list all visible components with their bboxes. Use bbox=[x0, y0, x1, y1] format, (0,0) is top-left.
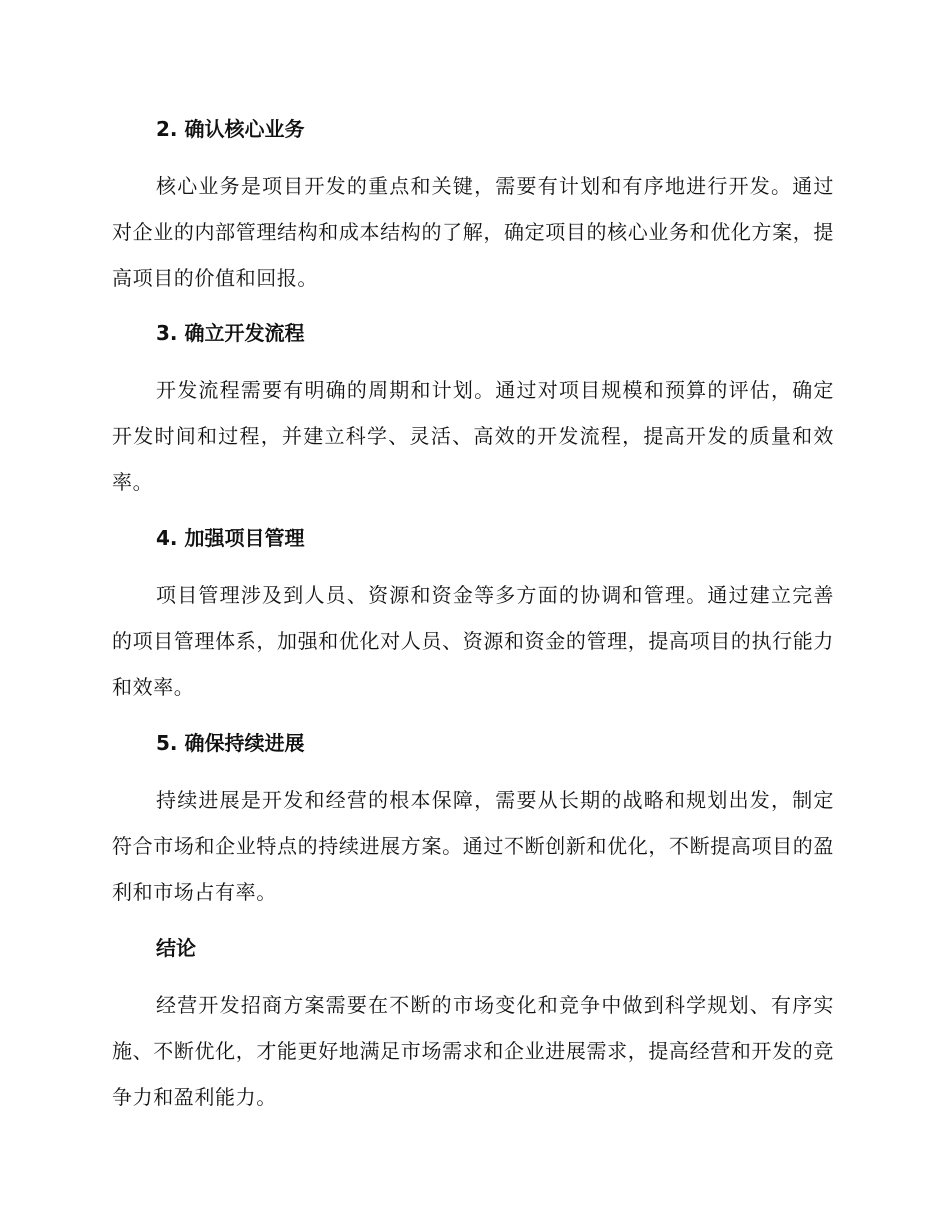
section-heading-core-business: 2. 确认核心业务 bbox=[156, 117, 305, 141]
section-paragraph-project-management: 项目管理涉及到人员、资源和资金等多方面的协调和管理。通过建立完善的项目管理体系，加强和优化对人员、资源和资金的管理，提高项目的执行能力和效率。 bbox=[112, 583, 834, 699]
section-heading-project-management: 4. 加强项目管理 bbox=[156, 526, 305, 550]
section-heading-sustained-progress: 5. 确保持续进展 bbox=[156, 731, 305, 755]
section-heading-dev-process: 3. 确立开发流程 bbox=[156, 321, 305, 345]
section-heading-conclusion: 结论 bbox=[156, 936, 196, 960]
section-paragraph-dev-process: 开发流程需要有明确的周期和计划。通过对项目规模和预算的评估，确定开发时间和过程，并建立科学、灵活、高效的开发流程，提高开发的质量和效率。 bbox=[112, 378, 834, 494]
section-paragraph-sustained-progress: 持续进展是开发和经营的根本保障，需要从长期的战略和规划出发，制定符合市场和企业特点的持续进展方案。通过不断创新和优化，不断提高项目的盈利和市场占有率。 bbox=[112, 788, 834, 904]
section-paragraph-core-business: 核心业务是项目开发的重点和关键，需要有计划和有序地进行开发。通过对企业的内部管理结构和成本结构的了解，确定项目的核心业务和优化方案，提高项目的价值和回报。 bbox=[112, 174, 834, 290]
section-paragraph-conclusion: 经营开发招商方案需要在不断的市场变化和竞争中做到科学规划、有序实施、不断优化，才能更好地满足市场需求和企业进展需求，提高经营和开发的竞争力和盈利能力。 bbox=[112, 993, 834, 1109]
